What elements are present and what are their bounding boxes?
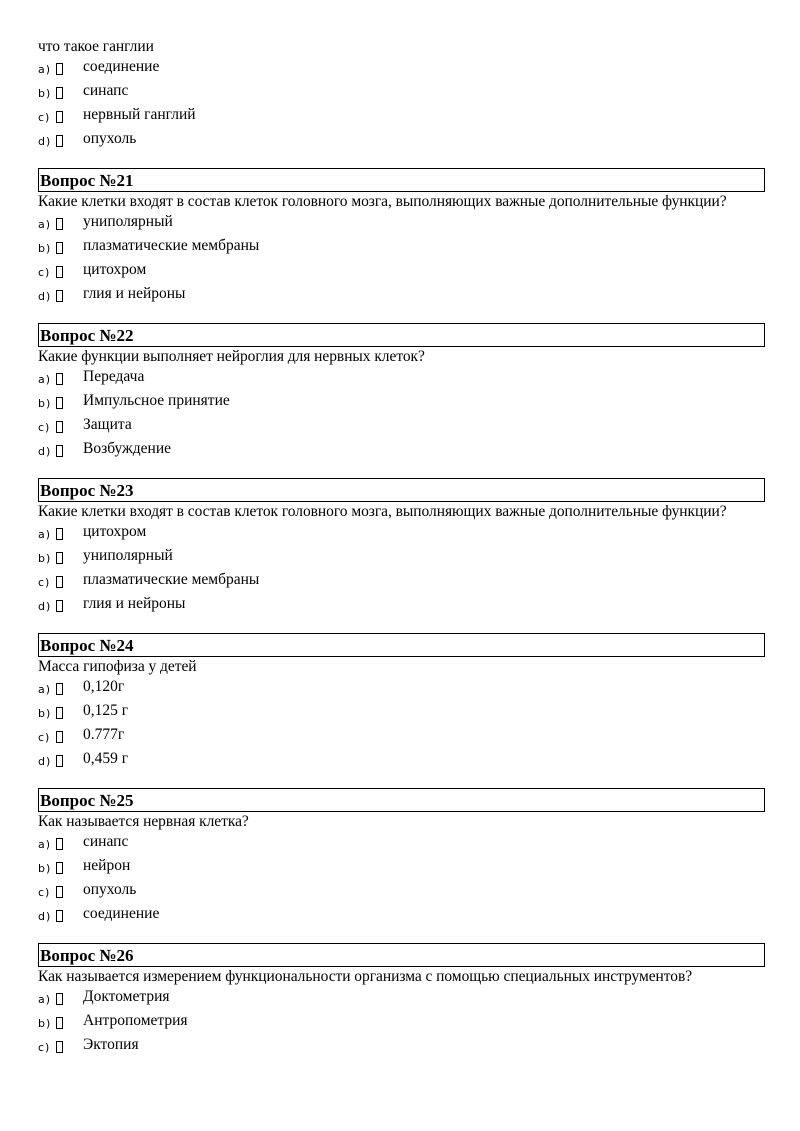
option-text: соединение: [83, 58, 160, 75]
checkbox-icon[interactable]: [56, 218, 63, 230]
option-letter: d): [38, 290, 52, 303]
question-22: [38, 323, 765, 463]
question-header: Вопрос №22: [38, 323, 765, 347]
option-text: синапс: [83, 82, 129, 99]
option-letter: b): [38, 862, 52, 875]
question-25: [38, 788, 765, 928]
option-text: 0,459 г: [83, 750, 129, 767]
option-text: 0,125 г: [83, 702, 129, 719]
option-text: плазматические мембраны: [83, 237, 260, 254]
option-a[interactable]: [38, 367, 765, 391]
option-text: нейрон: [83, 857, 131, 874]
checkbox-icon[interactable]: [56, 910, 63, 922]
option-letter: b): [38, 397, 52, 410]
option-letter: d): [38, 600, 52, 613]
option-letter: b): [38, 707, 52, 720]
option-text: опухоль: [83, 130, 137, 147]
checkbox-icon[interactable]: [56, 290, 63, 302]
option-text: Возбуждение: [83, 440, 171, 457]
option-letter: c): [38, 576, 51, 589]
question-text: что такое ганглии: [38, 38, 154, 55]
option-letter: a): [38, 528, 52, 541]
document-page: [38, 37, 765, 1059]
option-letter: d): [38, 445, 52, 458]
option-letter: c): [38, 421, 51, 434]
option-letter: b): [38, 87, 52, 100]
option-b[interactable]: [38, 81, 765, 105]
option-text: Передача: [83, 368, 145, 385]
option-text: униполярный: [83, 547, 173, 564]
option-text: соединение: [83, 905, 160, 922]
option-letter: d): [38, 755, 52, 768]
question-text: Какие функции выполняет нейроглия для нервных клеток?: [38, 348, 425, 365]
option-d[interactable]: [38, 749, 765, 773]
spacer: [38, 773, 765, 788]
checkbox-icon[interactable]: [56, 886, 63, 898]
option-b[interactable]: [38, 856, 765, 880]
question-21: [38, 168, 765, 308]
spacer: [38, 153, 765, 168]
option-b[interactable]: [38, 1011, 765, 1035]
option-letter: d): [38, 135, 52, 148]
option-text: Доктометрия: [83, 988, 170, 1005]
checkbox-icon[interactable]: [56, 63, 63, 75]
option-letter: a): [38, 683, 52, 696]
option-letter: a): [38, 993, 52, 1006]
option-a[interactable]: [38, 57, 765, 81]
option-c[interactable]: [38, 260, 765, 284]
option-text: униполярный: [83, 213, 173, 230]
option-b[interactable]: [38, 236, 765, 260]
question-header: Вопрос №23: [38, 478, 765, 502]
option-text: синапс: [83, 833, 129, 850]
option-letter: c): [38, 731, 51, 744]
checkbox-icon[interactable]: [56, 683, 63, 695]
option-text: 0.777г: [83, 726, 125, 743]
checkbox-icon[interactable]: [56, 242, 63, 254]
option-letter: c): [38, 111, 51, 124]
option-b[interactable]: [38, 546, 765, 570]
option-text: глия и нейроны: [83, 595, 186, 612]
checkbox-icon[interactable]: [56, 111, 63, 123]
option-letter: a): [38, 373, 52, 386]
option-d[interactable]: [38, 284, 765, 308]
question-text: Какие клетки входят в состав клеток головного мозга, выполняющих важные дополнительные функции?: [38, 193, 727, 210]
option-text: нервный ганглий: [83, 106, 196, 123]
checkbox-icon[interactable]: [56, 397, 63, 409]
checkbox-icon[interactable]: [56, 266, 63, 278]
spacer: [38, 308, 765, 323]
checkbox-icon[interactable]: [56, 731, 63, 743]
option-text: плазматические мембраны: [83, 571, 260, 588]
option-a[interactable]: [38, 212, 765, 236]
option-letter: c): [38, 1041, 51, 1054]
checkbox-icon[interactable]: [56, 87, 63, 99]
checkbox-icon[interactable]: [56, 1041, 63, 1053]
question-text: Какие клетки входят в состав клеток головного мозга, выполняющих важные дополнительные функции?: [38, 503, 727, 520]
question-26: [38, 943, 765, 1059]
option-c[interactable]: [38, 725, 765, 749]
question-header: Вопрос №26: [38, 943, 765, 967]
checkbox-icon[interactable]: [56, 576, 63, 588]
question-header: Вопрос №21: [38, 168, 765, 192]
option-a[interactable]: [38, 522, 765, 546]
option-b[interactable]: [38, 701, 765, 725]
option-letter: a): [38, 218, 52, 231]
question-header: Вопрос №24: [38, 633, 765, 657]
option-letter: b): [38, 552, 52, 565]
option-letter: b): [38, 1017, 52, 1030]
option-letter: c): [38, 886, 51, 899]
question-text: Как называется измерением функциональности организма с помощью специальных инструментов?: [38, 968, 693, 985]
option-a[interactable]: [38, 677, 765, 701]
option-d[interactable]: [38, 594, 765, 618]
option-letter: c): [38, 266, 51, 279]
option-text: глия и нейроны: [83, 285, 186, 302]
option-text: цитохром: [83, 523, 147, 540]
spacer: [38, 463, 765, 478]
option-text: Импульсное принятие: [83, 392, 230, 409]
option-letter: a): [38, 838, 52, 851]
checkbox-icon[interactable]: [56, 445, 63, 457]
option-c[interactable]: [38, 880, 765, 904]
option-text: Защита: [83, 416, 132, 433]
checkbox-icon[interactable]: [56, 421, 63, 433]
spacer: [38, 618, 765, 633]
checkbox-icon[interactable]: [56, 1017, 63, 1029]
option-b[interactable]: [38, 391, 765, 415]
option-d[interactable]: [38, 904, 765, 928]
option-letter: a): [38, 63, 52, 76]
checkbox-icon[interactable]: [56, 528, 63, 540]
checkbox-icon[interactable]: [56, 373, 63, 385]
option-text: цитохром: [83, 261, 147, 278]
checkbox-icon[interactable]: [56, 755, 63, 767]
option-a[interactable]: [38, 832, 765, 856]
option-text: опухоль: [83, 881, 137, 898]
option-c[interactable]: [38, 570, 765, 594]
option-a[interactable]: [38, 987, 765, 1011]
question-23: [38, 478, 765, 618]
option-text: 0,120г: [83, 678, 125, 695]
option-text: Эктопия: [83, 1036, 139, 1053]
checkbox-icon[interactable]: [56, 862, 63, 874]
question-24: [38, 633, 765, 773]
checkbox-icon[interactable]: [56, 838, 63, 850]
option-c[interactable]: [38, 105, 765, 129]
checkbox-icon[interactable]: [56, 552, 63, 564]
question-header: Вопрос №25: [38, 788, 765, 812]
option-d[interactable]: [38, 129, 765, 153]
checkbox-icon[interactable]: [56, 600, 63, 612]
option-letter: b): [38, 242, 52, 255]
option-c[interactable]: [38, 1035, 765, 1059]
question-20: [38, 37, 765, 153]
option-letter: d): [38, 910, 52, 923]
checkbox-icon[interactable]: [56, 707, 63, 719]
checkbox-icon[interactable]: [56, 135, 63, 147]
option-text: Антропометрия: [83, 1012, 188, 1029]
spacer: [38, 928, 765, 943]
option-d[interactable]: [38, 439, 765, 463]
checkbox-icon[interactable]: [56, 993, 63, 1005]
question-text: Масса гипофиза у детей: [38, 658, 197, 675]
option-c[interactable]: [38, 415, 765, 439]
question-text: Как называется нервная клетка?: [38, 813, 249, 830]
